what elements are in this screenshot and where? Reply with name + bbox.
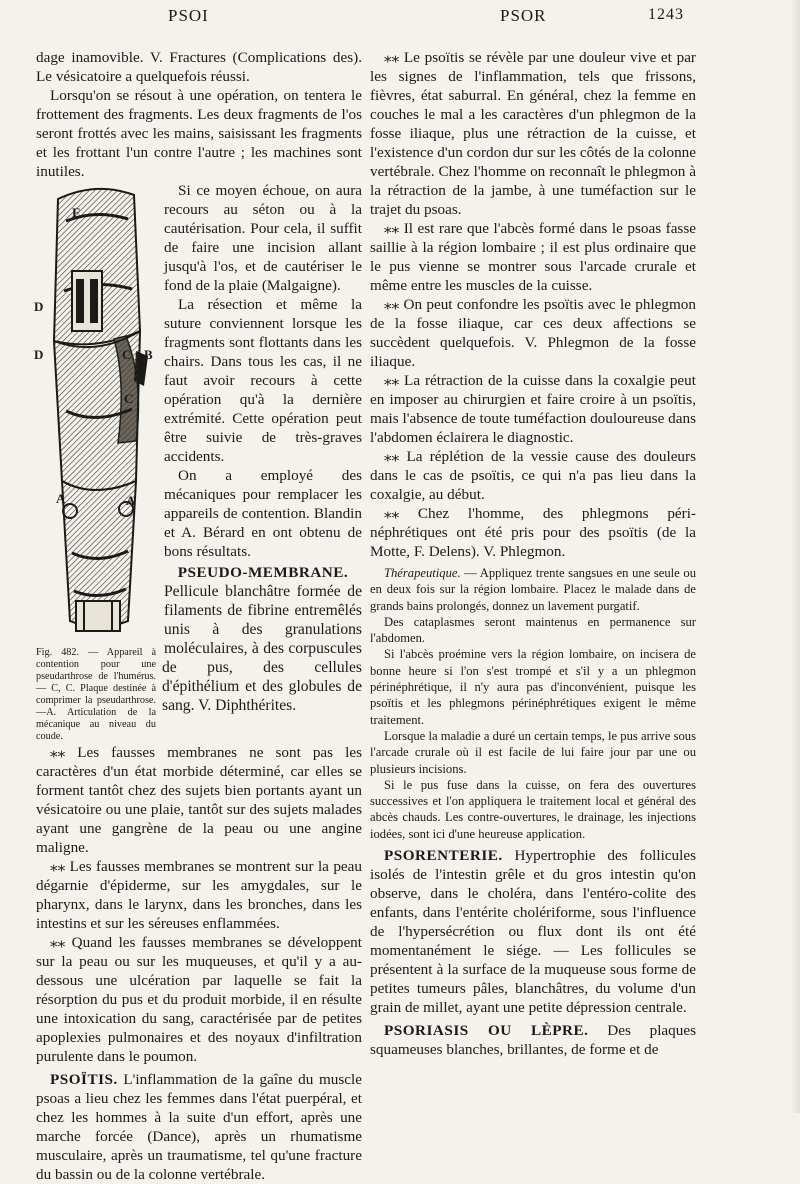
pseudo-membrane-paragraph-3: ⁎⁎ Quand les fausses membranes se développent sur la peau ou sur les muqueuses, et qu'il y a au-dessous une ulcération par laquelle se fait la résorption du pus et du produit morbide, il en résulte une intoxication du sang, caractérisée par de petites apoplexies pulmonaires et des noyaux d'infiltration purulente dans le poumon.	[36, 934, 362, 1065]
cataplasm-paragraph: Des cataplasmes seront maintenus en permanence sur l'abdomen.	[370, 614, 696, 646]
running-head-left: PSOI	[168, 6, 209, 25]
psoitis-signs-paragraph: ⁎⁎ Le psoïtis se révèle par une douleur vive et par les signes de l'inflammation, tels que frissons, fièvres, état saburral. En général, chez la femme en couches le mal a les caractères d'un phlegmon de la fosse iliaque, plus une rétraction de la cuisse, et l'existence d'un cordon dur sur les côtés de la colonne vertébrale. Chez l'homme on reconnaît le phlegmon à la rétraction de la jambe, à une tuméfaction sur le trajet du psoas.	[370, 49, 696, 218]
psoitis-definition: L'inflammation de la gaîne du muscle psoas a lieu chez les femmes dans l'état puerpéral, et chez les hommes à la suite d'un effort, après une marche forcée (Dance), après un rhumatisme musculaire, après un traumatisme, tel qu'une fracture du bassin ou de la colonne vertébrale.	[36, 1071, 362, 1183]
figure-label-a1: A	[56, 491, 66, 506]
figure-482	[36, 181, 158, 643]
therapeutique-label: Thérapeutique.	[384, 566, 461, 580]
left-column	[36, 48, 362, 1184]
coxalgia-paragraph: ⁎⁎ La rétraction de la cuisse dans la coxalgie peut en imposer au chirurgien et faire croire à un psoïtis, mais l'absence de toute tuméfaction douloureuse dans l'abdomen éclairera le diagnostic.	[370, 372, 696, 446]
pseudo-membrane-paragraph-1: ⁎⁎ Les fausses membranes ne sont pas les caractères d'un état morbide déterminé, car elles se forment tantôt chez des sujets bien portants ayant un vésicatoire ou une plaie, tantôt sur des sujets malades ayant une gangrène de la peau ou une angine maligne.	[36, 744, 362, 856]
bladder-paragraph: ⁎⁎ La réplétion de la vessie cause des douleurs dans le cas de psoïtis, ce qui n'a pas lieu dans la coxalgie, au début.	[370, 448, 696, 503]
figure-label-a2: A	[126, 493, 136, 508]
pseudo-membrane-paragraph-2: ⁎⁎ Les fausses membranes se montrent sur la peau dégarnie d'épiderme, sur les amygdales, sur le pharynx, dans le larynx, dans les bronches, dans les intestins et sur les séreuses enflammées.	[36, 858, 362, 932]
psoriasis-heading: PSORIASIS OU LÈPRE.	[384, 1022, 589, 1040]
fractures-paragraph: dage inamovible. V. Fractures (Complications des). Le vésicatoire a quelquefois réussi.	[36, 49, 362, 85]
psorenterie-definition: Hypertrophie des follicules isolés de l'intestin grêle et du gros intestin qu'on observe, dans le choléra, dans l'entéro-colite des enfants, dans l'entérite cholériforme, sous l'influence de l'hypersécrétion ou flux dont ils ont été momentanément le siége. — Les follicules se présentent à la surface de la muqueuse sous forme de petites tumeurs pâles, blanchâtres, du volume d'un grain de millet, ayant une petite dépression centrale.	[370, 847, 697, 1017]
figure-caption: Fig. 482. — Appareil à contention pour une pseudarthrose de l'humérus.— C, C. Plaque destinée à comprimer la pseudarthrose.—A. Articulation de la mécanique au niveau du coude.	[36, 647, 156, 742]
pseudo-membrane-definition: Pellicule blanchâtre formée de filaments de fibrine entremêlés unis à des granulations moléculaires, à des corpuscules de pus, des cellules d'épithélium et des globules de sang. V. Diphthérites.	[162, 583, 362, 714]
figure-label-e: E	[72, 205, 81, 220]
psoitis-abscess-paragraph: ⁎⁎ Il est rare que l'abcès formé dans le psoas fasse saillie à la région lombaire ; il est plus ordinaire que le pus vienne se montrer sous l'arcade crurale et même entre les muscles de la cuisse.	[370, 220, 696, 294]
page-edge-shadow	[790, 0, 800, 1113]
pseudo-membrane-heading: PSEUDO-MEMBRANE.	[177, 564, 349, 581]
brace-apparatus-illustration	[36, 181, 158, 643]
thigh-abscess-paragraph: Si le pus fuse dans la cuisse, on fera des ouvertures successives et l'on appliquera le traitement local et général des abcès chauds. Les contre-ouvertures, le drainage, les injections iodées, sont ici d'une heureuse application.	[370, 777, 696, 841]
figure-label-b: B	[144, 347, 153, 362]
figure-label-c1: C	[122, 347, 132, 362]
psoitis-confusion-paragraph: ⁎⁎ On peut confondre les psoïtis avec le phlegmon de la fosse iliaque, car ces deux affections se succèdent quelquefois. V. Phlegmon de la fosse iliaque.	[370, 296, 696, 370]
psorenterie-heading: PSORENTERIE.	[384, 847, 503, 865]
operation-paragraph: Lorsqu'on se résout à une opération, on tentera le frottement des fragments. Les deux fragments de l'os seront frottés avec les mains, saisissant les fragments et les frottant l'un contre l'autre ; les machines sont inutiles.	[36, 87, 362, 180]
psoriasis-definition: Des plaques squameuses blanches, brillantes, de forme et de	[370, 1022, 697, 1059]
perinephritic-paragraph: ⁎⁎ Chez l'homme, des phlegmons péri-néphrétiques ont été pris pour des psoïtis (de la Motte, F. Delens). V. Phlegmon.	[370, 505, 696, 560]
figure-label-d2: D	[34, 347, 44, 362]
figure-label-c2: C	[124, 391, 134, 406]
figure-label-d1: D	[34, 299, 44, 314]
therapeutique-text: — Appliquez trente sangsues en une seule ou en deux fois sur la région lombaire. Placez le malade dans de grands bains prolongés, donnez un lavement purgatif.	[370, 566, 696, 613]
mechanical-paragraph: On a employé des mécaniques pour remplacer les appareils de contention. Blandin et A. Bérard en ont obtenu de bons résultats.	[164, 467, 362, 560]
resection-paragraph: La résection et même la suture conviennent lorsque les fragments sont flottants dans les chairs. Dans tous les cas, il ne faut avoir recours à cette opération qu'à la dernière extrémité. Cette opération peut être suivie de très-graves accidents.	[164, 296, 362, 465]
page-number: 1243	[648, 6, 684, 23]
running-head-right: PSOR	[500, 6, 547, 25]
psoitis-heading: PSOÏTIS.	[50, 1071, 118, 1088]
right-column	[370, 48, 696, 1059]
crural-arch-paragraph: Lorsque la maladie a duré un certain temps, le pus arrive sous l'arcade crurale où il est facile de lui faire jour par une ou plusieurs incisions.	[370, 728, 696, 776]
cauterisation-paragraph: Si ce moyen échoue, on aura recours au séton ou à la cautérisation. Pour cela, il suffit de faire une incision allant jusqu'à l'os, et de cautériser le fond de la plaie (Malgaigne).	[164, 182, 362, 294]
incision-paragraph: Si l'abcès proémine vers la région lombaire, on incisera de bonne heure si l'on s'est trompé et s'il y a un phlegmon périnéphrétique, il n'y aura pas d'inconvénient, puisque les psoïtis et les phlegmons périnéphrétiques exigent le même traitement.	[370, 647, 696, 727]
